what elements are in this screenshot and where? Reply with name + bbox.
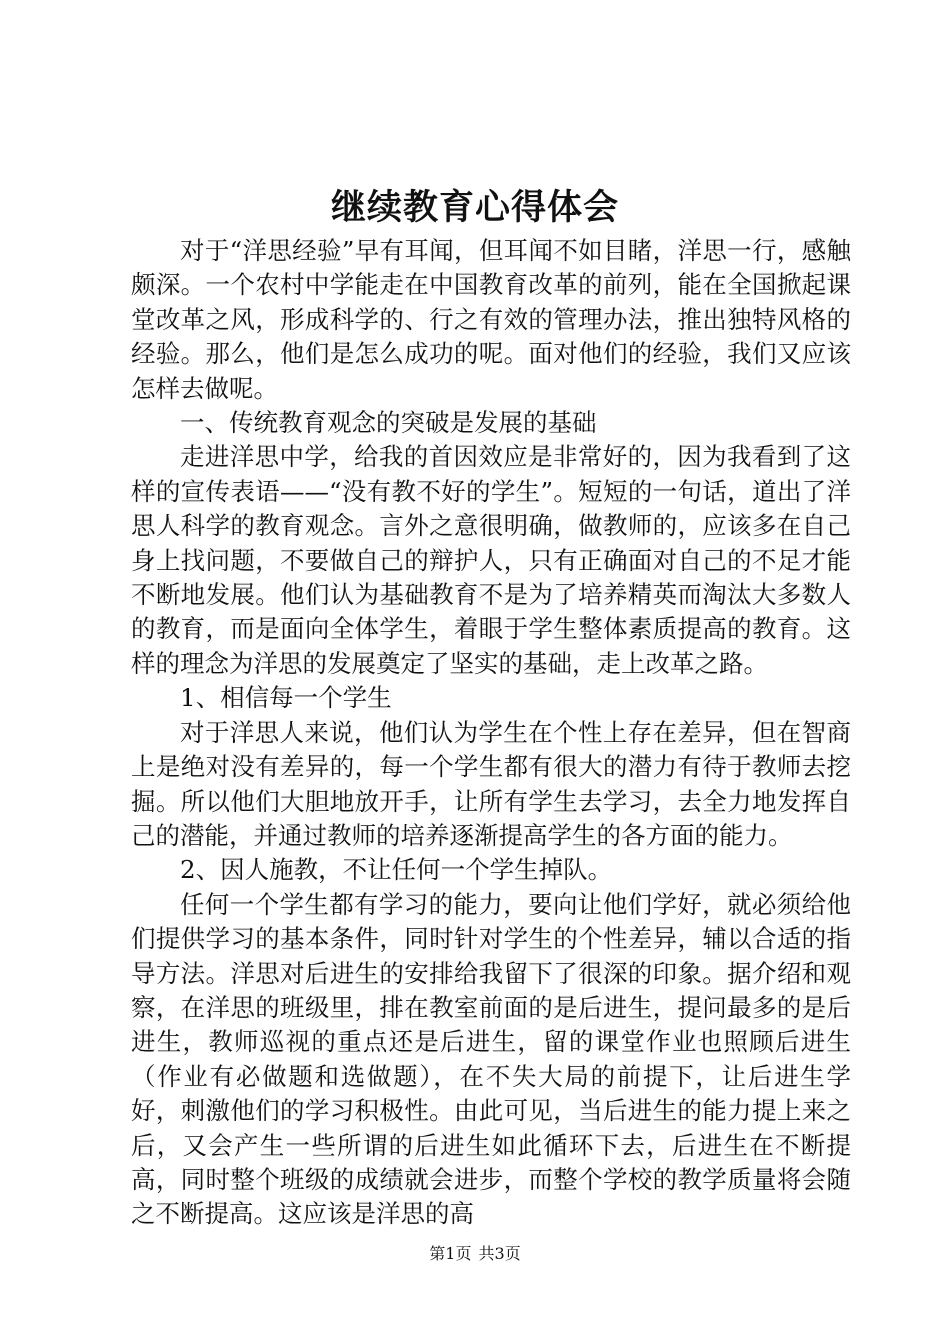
paragraph-subsection-1: 对于洋思人来说，他们认为学生在个性上存在差异，但在智商上是绝对没有差异的，每一个学生都有很大的潜力有待于教师去挖掘。所以他们大胆地放开手，让所有学生去学习，去全力地发挥自己的潜能，并通过教师的培养逐渐提高学生的各方面的能力。 bbox=[131, 717, 851, 850]
paragraph-subsection-2: 任何一个学生都有学习的能力，要向让他们学好，就必须给他们提供学习的基本条件，同时针对学生的个性差异，辅以合适的指导方法。洋思对后进生的安排给我留下了很深的印象。据介绍和观察，在洋思的班级里，排在教室前面的是后进生，提问最多的是后进生，教师巡视的重点还是后进生，留的课堂作业也照顾后进生（作业有必做题和选做题），在不失大局的前提下，让后进生学好，刺激他们的学习积极性。由此可见，当后进生的能力提上来之后，又会产生一些所谓的后进生如此循环下去，后进生在不断提高，同时整个班级的成绩就会进步，而整个学校的教学质量将会随之不断提高。这应该是洋思的高 bbox=[131, 889, 851, 1229]
subheading-2: 2、因人施教，不让任何一个学生掉队。 bbox=[180, 855, 613, 885]
paragraph-intro: 对于“洋思经验”早有耳闻，但耳闻不如目睹，洋思一行，感触颇深。一个农村中学能走在中国教育改革的前列，能在全国掀起课堂改革之风，形成科学的、行之有效的管理办法，推出独特风格的经验。那么，他们是怎么成功的呢。面对他们的经验，我们又应该怎样去做呢。 bbox=[131, 236, 851, 403]
document-title: 继续教育心得体会 bbox=[330, 187, 619, 228]
section-heading-1: 一、传统教育观念的突破是发展的基础 bbox=[180, 408, 597, 438]
document-body bbox=[131, 234, 851, 1232]
subheading-1: 1、相信每一个学生 bbox=[180, 683, 392, 713]
paragraph-section-1: 走进洋思中学，给我的首因效应是非常好的，因为我看到了这样的宣传表语——“没有教不好的学生”。短短的一句话，道出了洋思人科学的教育观念。言外之意很明确，做教师的，应该多在自己身上找问题，不要做自己的辩护人，只有正确面对自己的不足才能不断地发展。他们认为基础教育不是为了培养精英而淘汰大多数人的教育，而是面向全体学生，着眼于学生整体素质提高的教育。这样的理念为洋思的发展奠定了坚实的基础，走上改革之路。 bbox=[131, 442, 851, 678]
page-footer: 第1页 共3页 bbox=[429, 1244, 521, 1263]
